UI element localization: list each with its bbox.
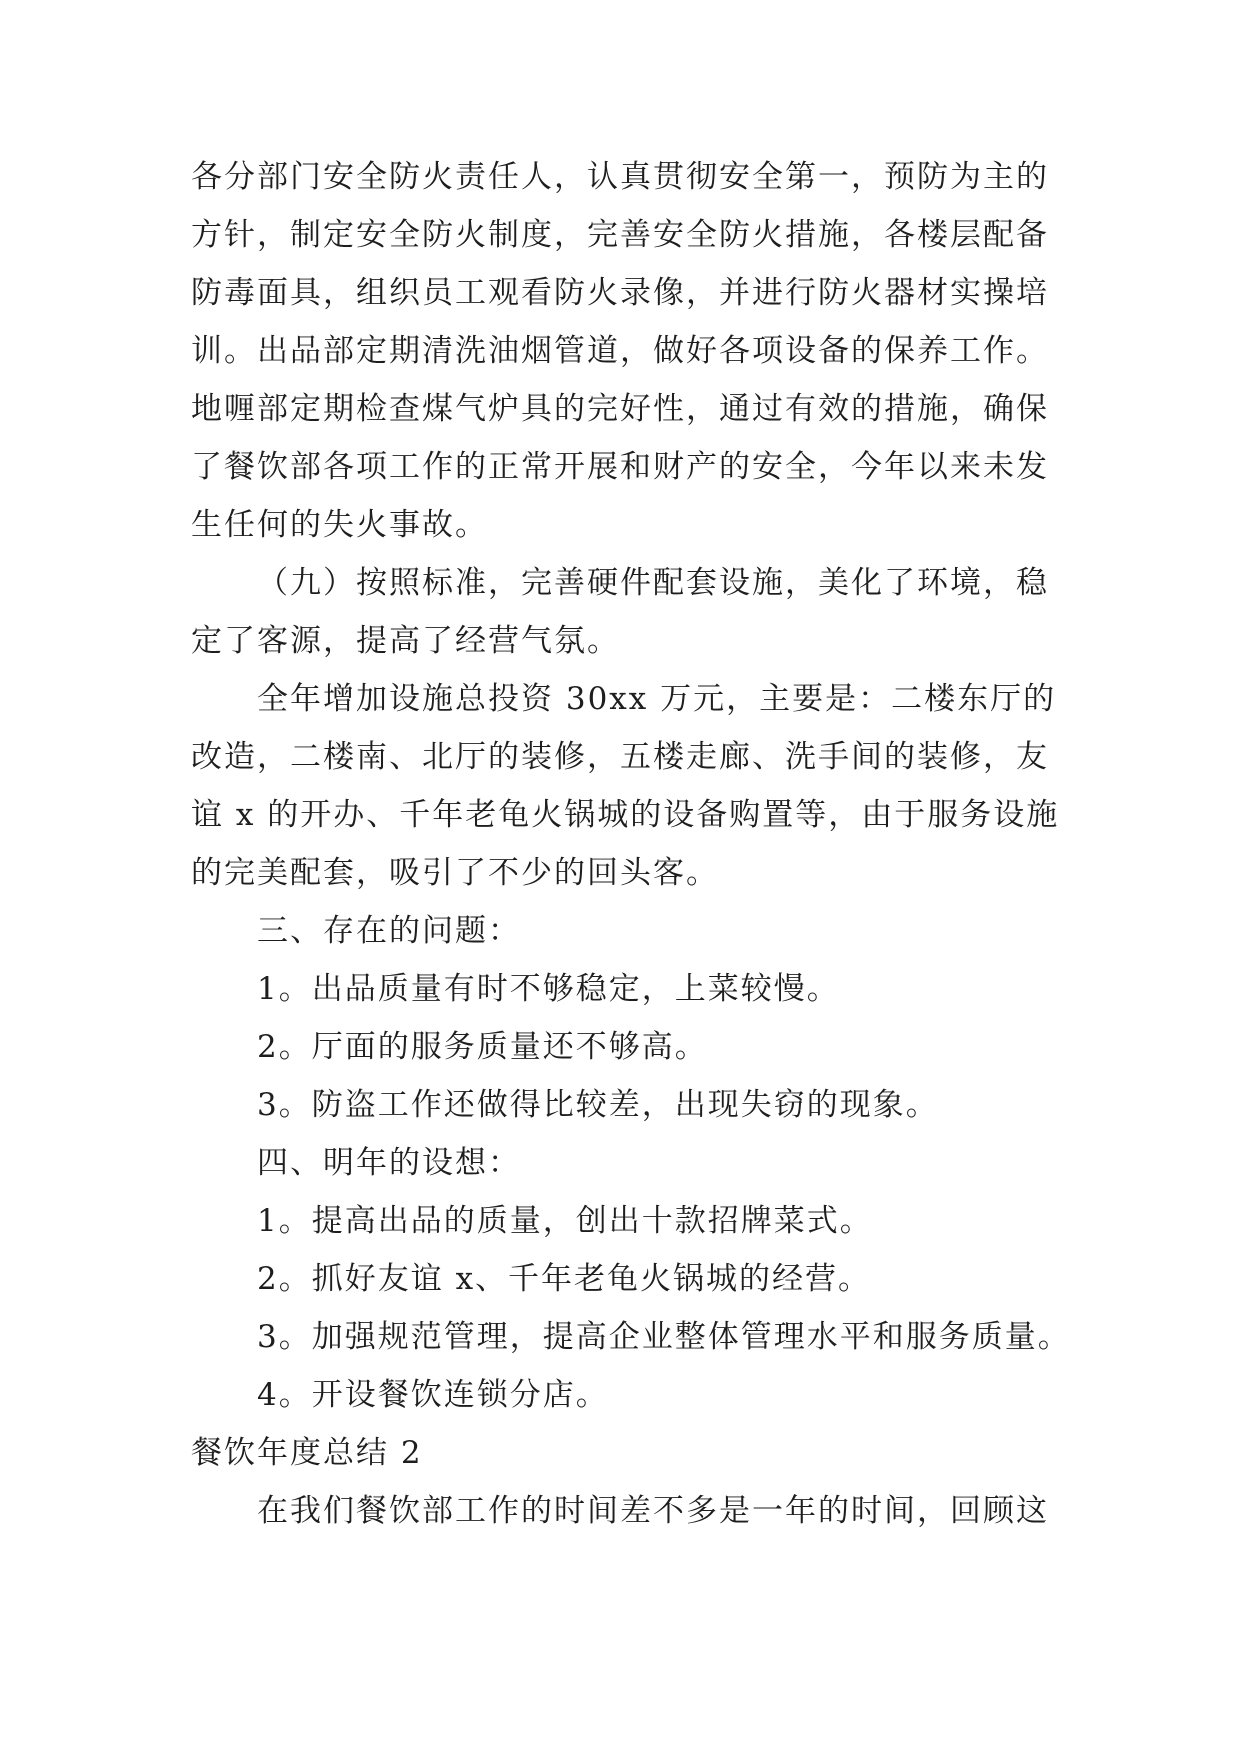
list-item: 1。出品质量有时不够稳定，上菜较慢。 <box>257 971 840 1007</box>
paragraph-line: 地喱部定期检查煤气炉具的完好性，通过有效的措施，确保 <box>191 391 1049 427</box>
paragraph-line: 防毒面具，组织员工观看防火录像，并进行防火器材实操培 <box>191 275 1049 311</box>
section-heading-line: （九）按照标准，完善硬件配套设施，美化了环境，稳 <box>257 565 1049 601</box>
list-item: 3。防盗工作还做得比较差，出现失窃的现象。 <box>257 1087 939 1123</box>
section-heading: 三、存在的问题： <box>257 913 521 949</box>
list-item: 2。抓好友谊 x、千年老龟火锅城的经营。 <box>257 1261 872 1297</box>
paragraph-line: 谊 x 的开办、千年老龟火锅城的设备购置等，由于服务设施 <box>191 797 1060 833</box>
document-body <box>191 148 1071 1540</box>
paragraph-line: 改造，二楼南、北厅的装修，五楼走廊、洗手间的装修，友 <box>191 739 1049 775</box>
paragraph-line: 了餐饮部各项工作的正常开展和财产的安全，今年以来未发 <box>191 449 1049 485</box>
list-item: 4。开设餐饮连锁分店。 <box>257 1377 609 1413</box>
paragraph-line: 全年增加设施总投资 30xx 万元，主要是：二楼东厅的 <box>257 681 1057 717</box>
paragraph-line: 各分部门安全防火责任人，认真贯彻安全第一，预防为主的 <box>191 159 1049 195</box>
paragraph-line: 训。出品部定期清洗油烟管道，做好各项设备的保养工作。 <box>191 333 1049 369</box>
document-title: 餐饮年度总结 2 <box>191 1435 423 1471</box>
section-heading: 四、明年的设想： <box>257 1145 521 1181</box>
paragraph-line: 方针，制定安全防火制度，完善安全防火措施，各楼层配备 <box>191 217 1049 253</box>
list-item: 2。厅面的服务质量还不够高。 <box>257 1029 708 1065</box>
paragraph-line: 在我们餐饮部工作的时间差不多是一年的时间，回顾这 <box>257 1493 1049 1529</box>
list-item: 1。提高出品的质量，创出十款招牌菜式。 <box>257 1203 873 1239</box>
list-item: 3。加强规范管理，提高企业整体管理水平和服务质量。 <box>257 1319 1071 1355</box>
paragraph-line: 的完美配套，吸引了不少的回头客。 <box>191 855 719 891</box>
paragraph-line: 生任何的失火事故。 <box>191 507 488 543</box>
paragraph-line: 定了客源，提高了经营气氛。 <box>191 623 620 659</box>
